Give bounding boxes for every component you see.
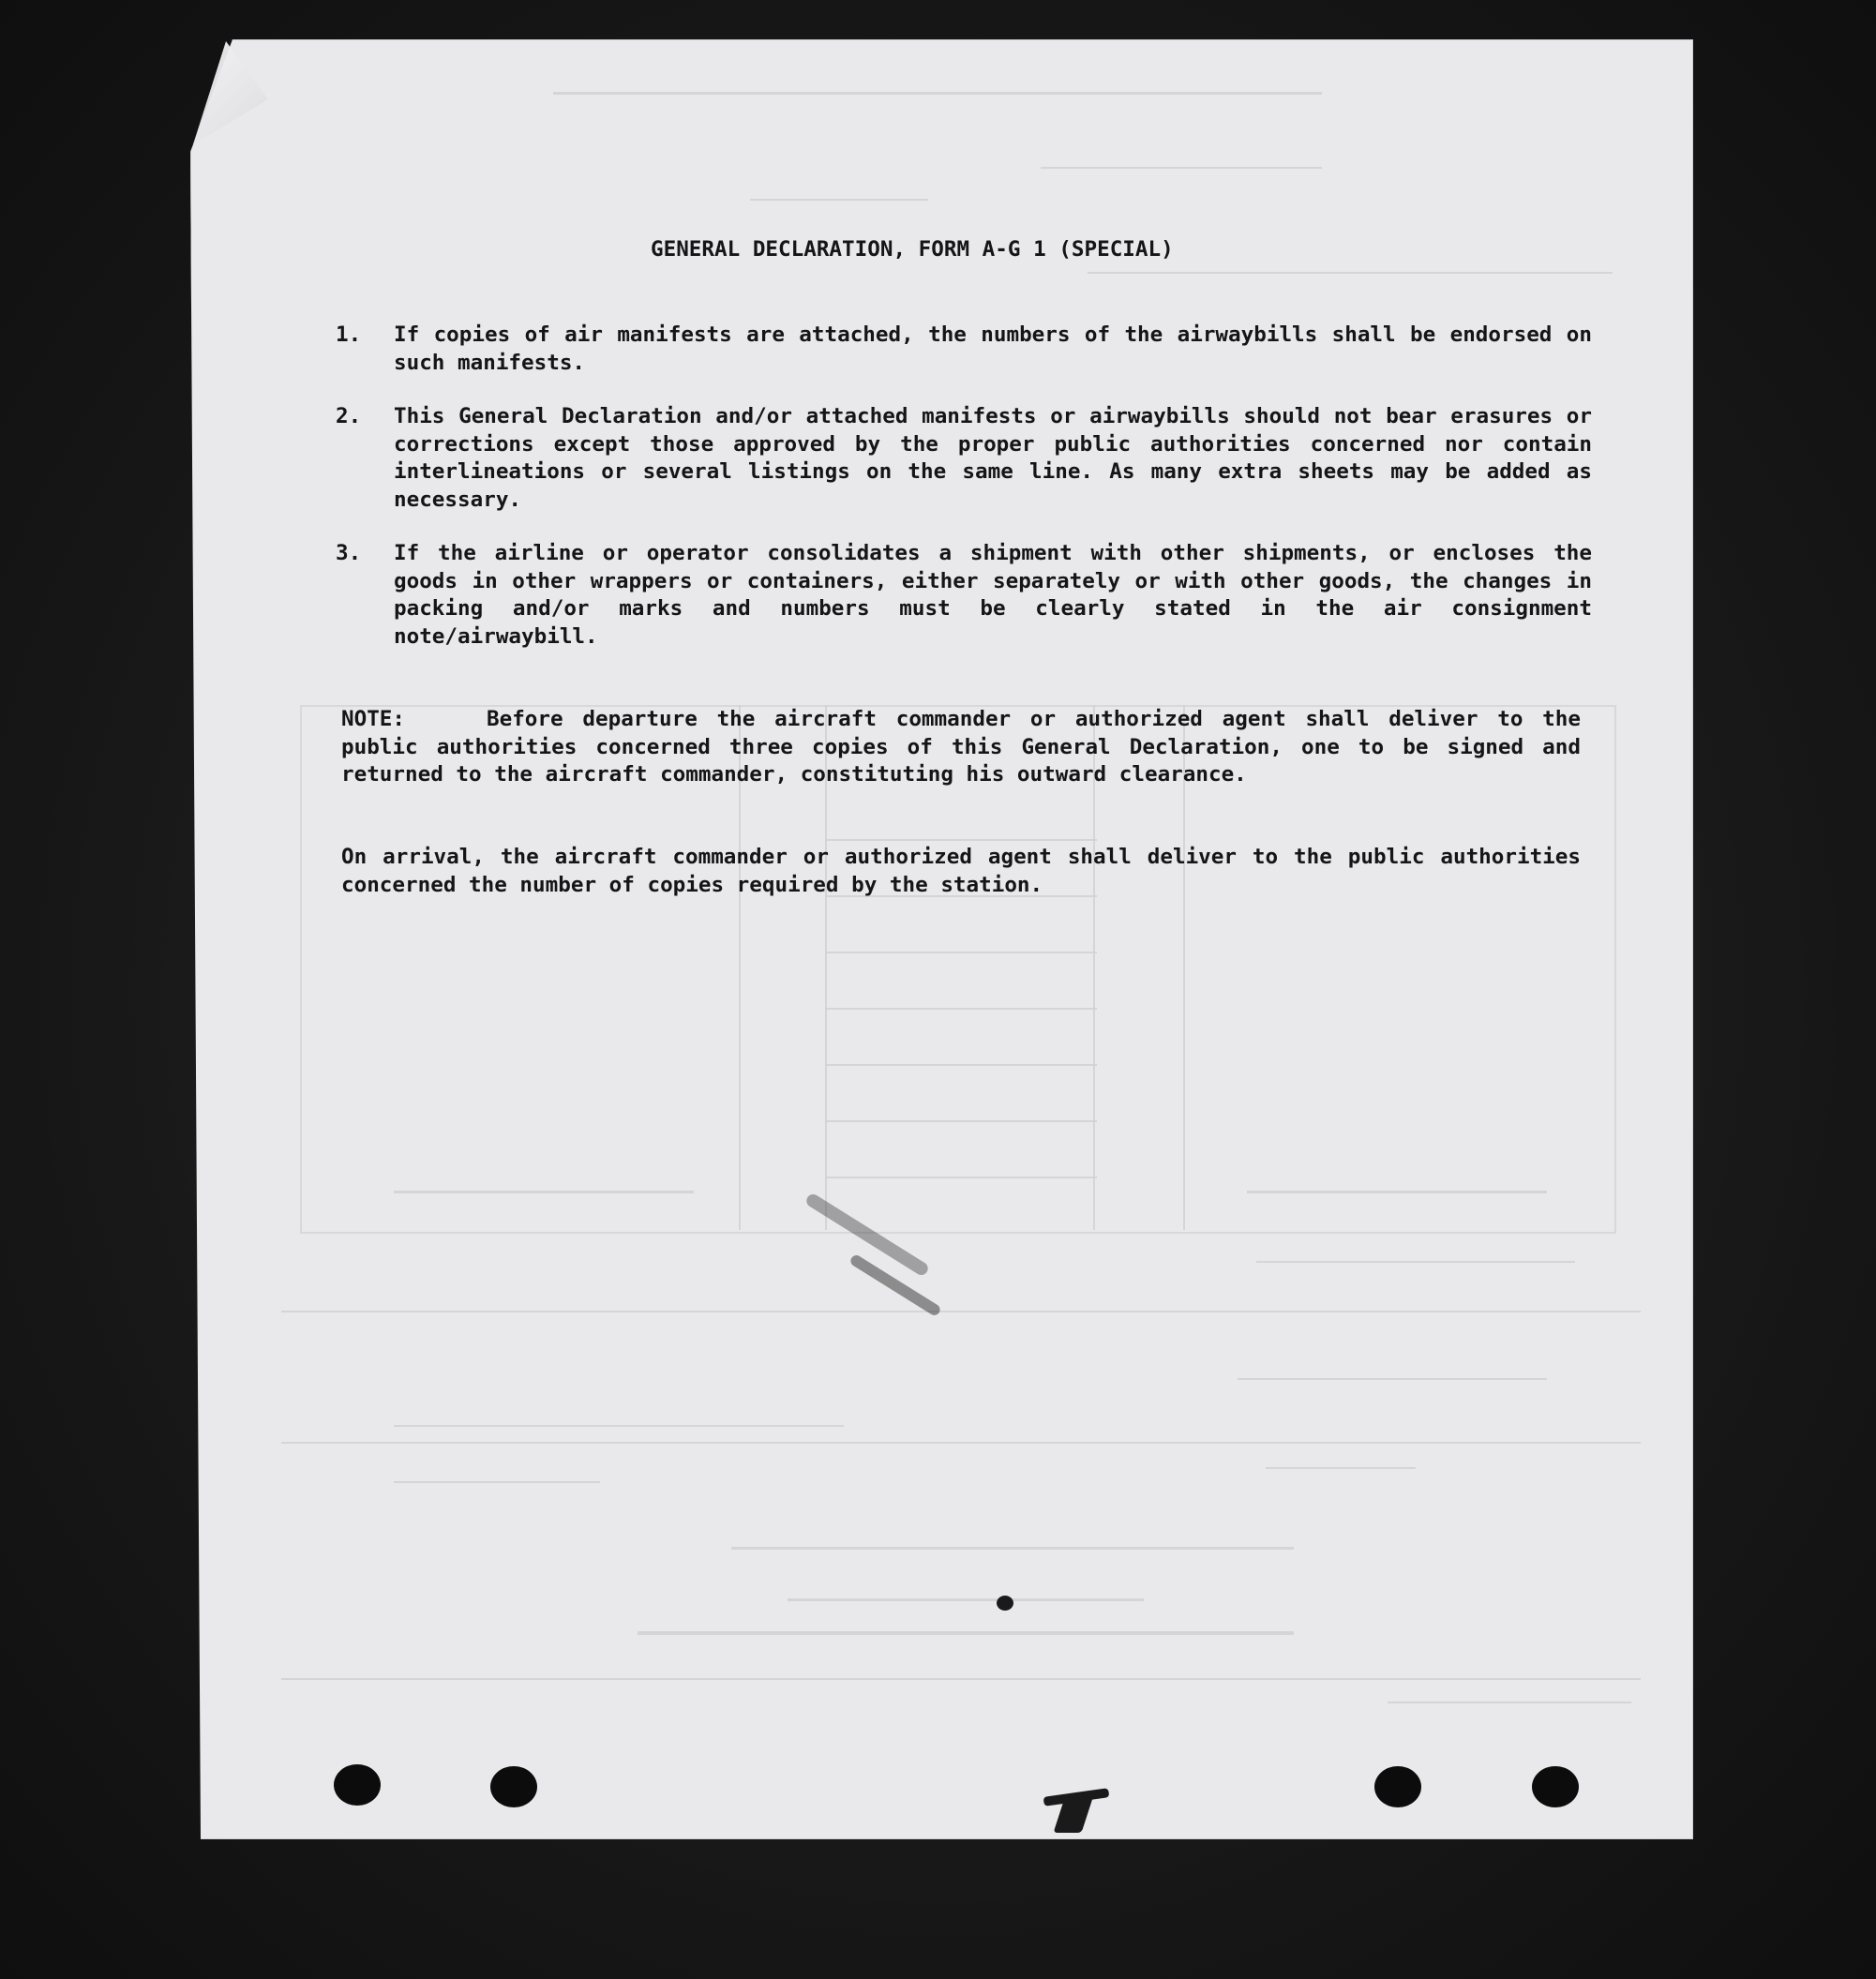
punch-hole: [1532, 1766, 1579, 1807]
item-text: If the airline or operator consolidates a shipment with other shipments, or encloses the goods in other wrappers or containers, either separately or with other goods, the changes in packing and/or marks and numbers must be clearly stated in the air consignment note/airwaybill.: [394, 541, 1592, 649]
item-number: 1.: [336, 322, 362, 347]
departure-note: [341, 706, 1581, 789]
punch-hole: [490, 1766, 537, 1807]
arrival-note: [341, 844, 1581, 899]
item-number: 3.: [336, 541, 362, 565]
arrival-text: On arrival, the aircraft commander or authorized agent shall deliver to the public authorities concerned the number of copies required by the station.: [341, 845, 1581, 897]
item-text: This General Declaration and/or attached manifests or airwaybills should not bear erasures or corrections except those approved by the proper public authorities concerned nor contain interlineations or several listings on the same line. As many extra sheets may be added as necessary.: [394, 404, 1592, 512]
document-title: GENERAL DECLARATION, FORM A-G 1 (SPECIAL): [651, 237, 1174, 262]
ink-spot: [997, 1596, 1013, 1611]
punch-hole: [1374, 1766, 1421, 1807]
punch-hole: [334, 1764, 381, 1806]
item-text: If copies of air manifests are attached, the numbers of the airwaybills shall be endorsed on such manifests.: [394, 322, 1592, 375]
note-text: Before departure the aircraft commander or authorized agent shall deliver to the public authorities concerned three copies of this General Declaration, one to be signed and returned to the aircraft commander, constituting his outward clearance.: [341, 707, 1581, 787]
item-number: 2.: [336, 404, 362, 428]
note-label: NOTE:: [341, 707, 406, 731]
